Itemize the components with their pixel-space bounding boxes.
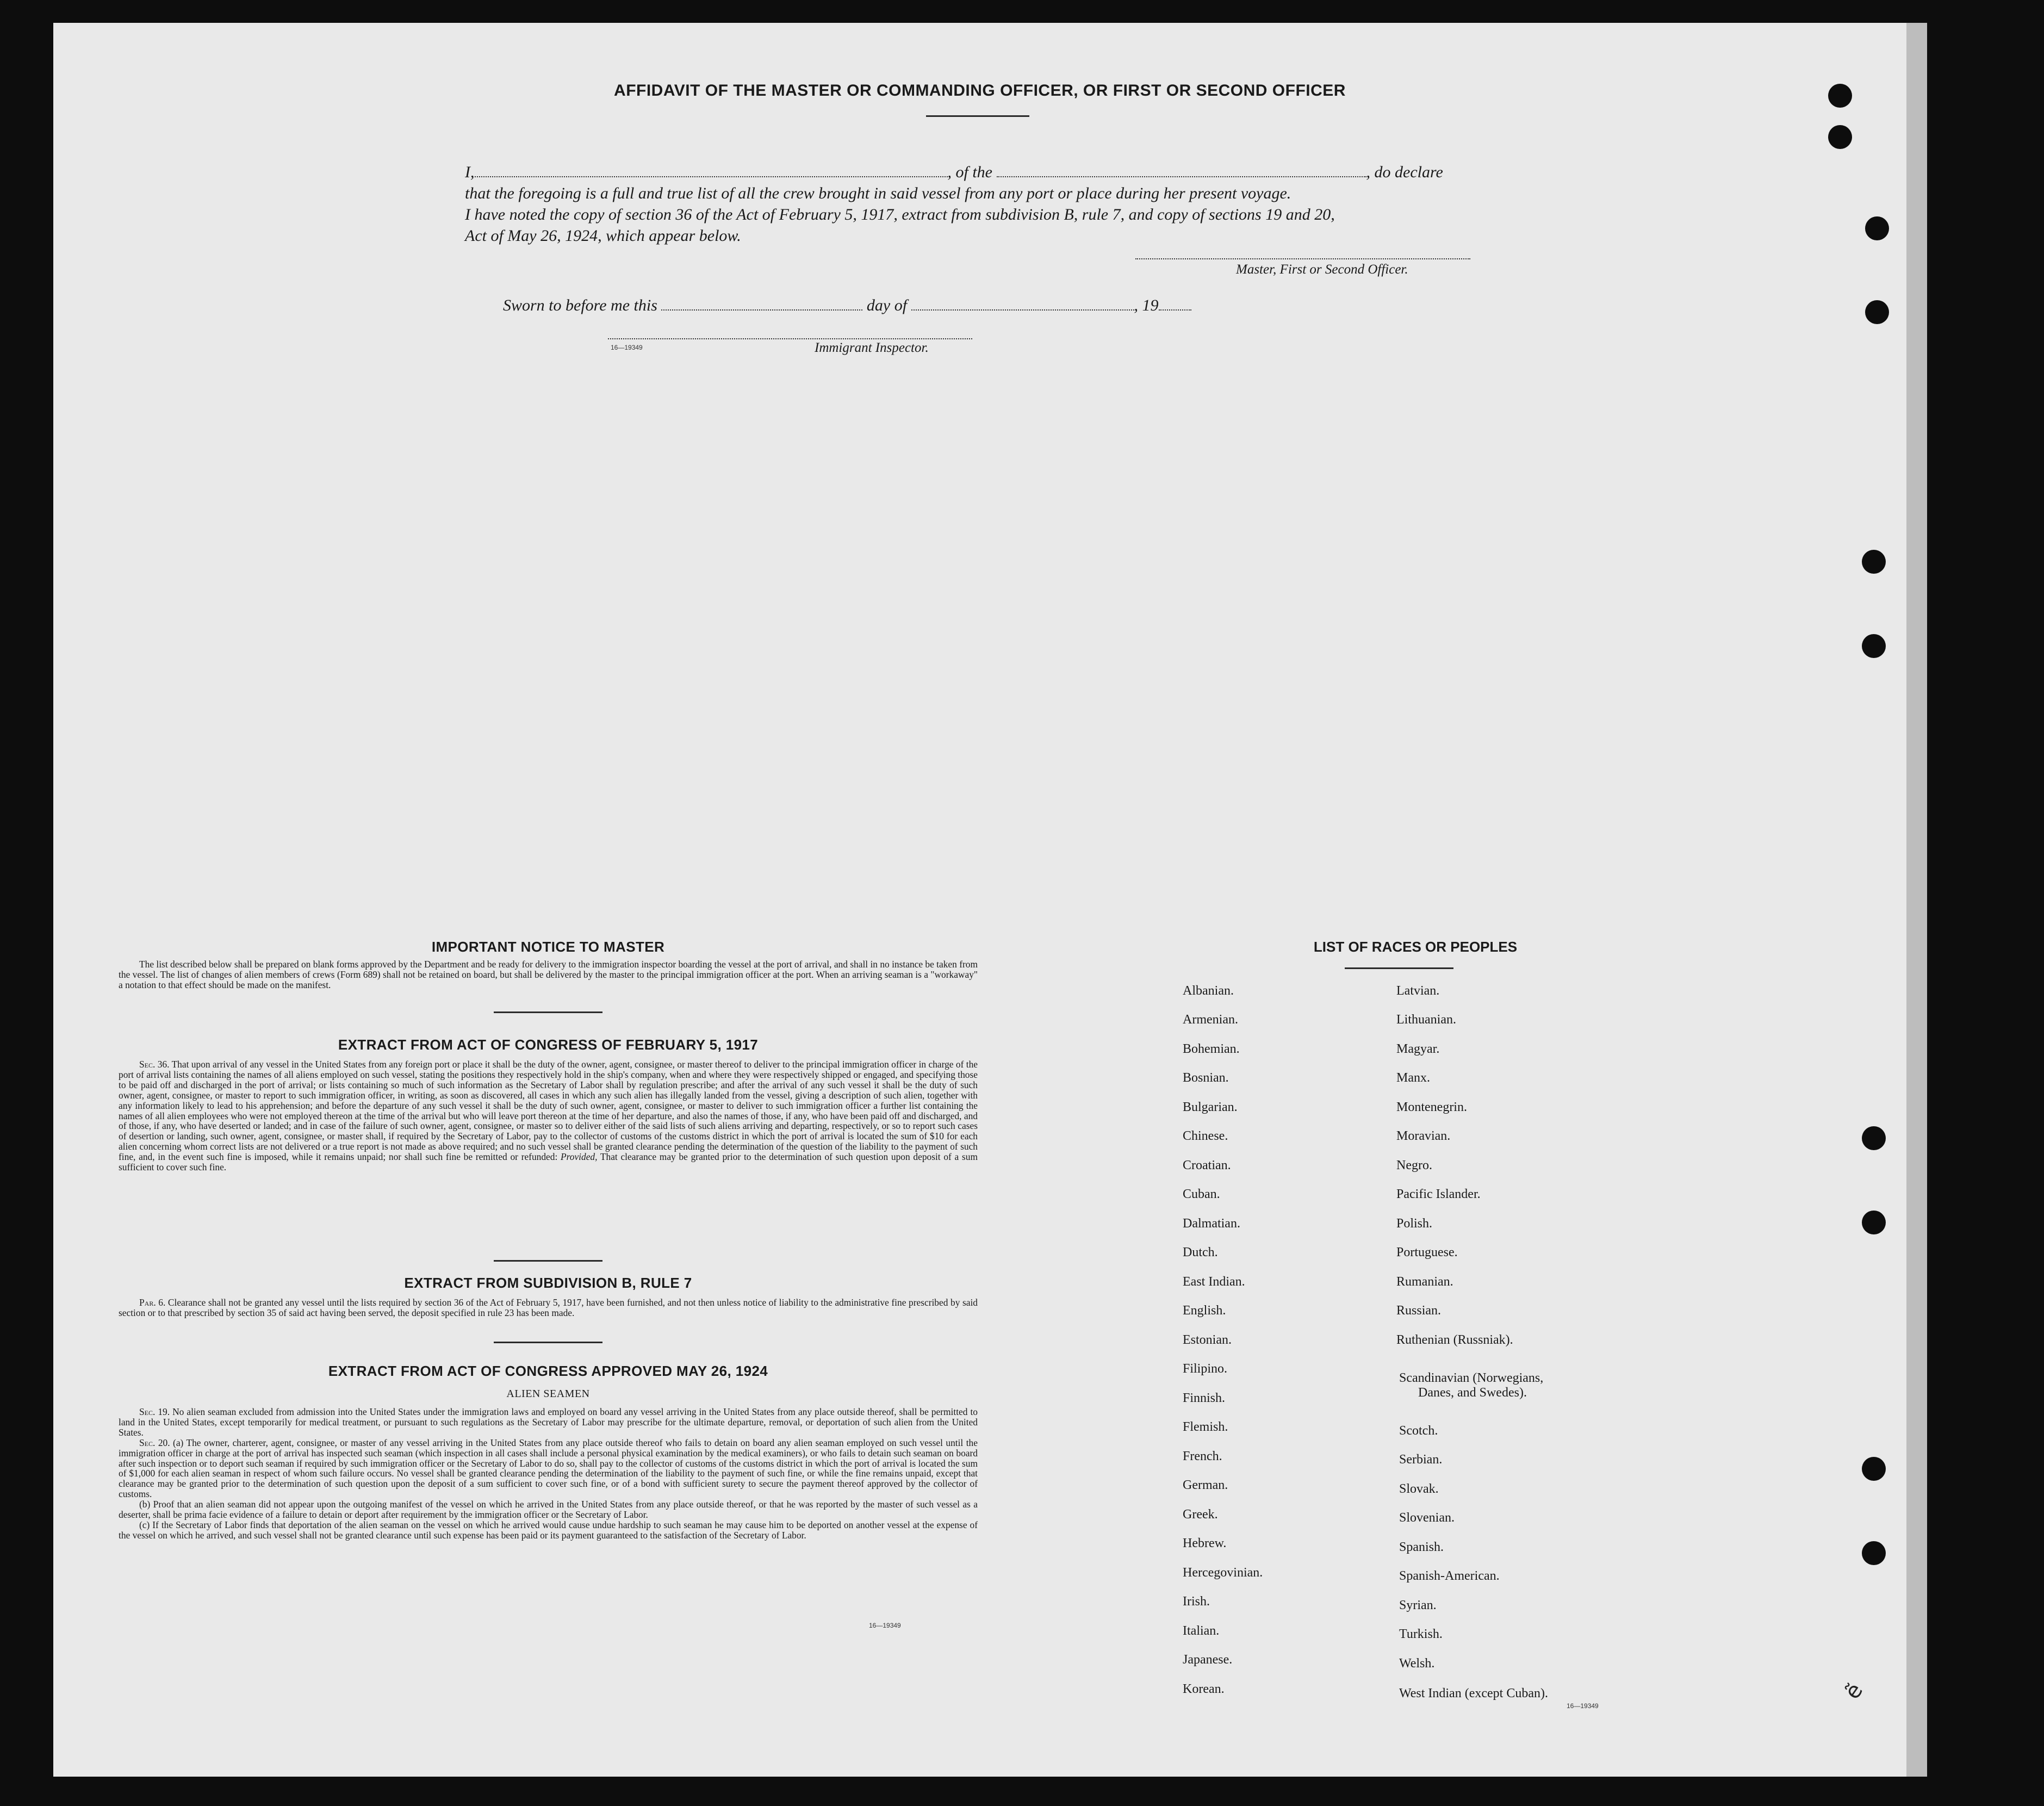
race-item: Negro.: [1396, 1158, 1432, 1172]
notice-text: [119, 959, 978, 990]
races-form-number: 16—19349: [1567, 1702, 1599, 1710]
race-item: Armenian.: [1183, 1013, 1238, 1027]
inspector-signature-line[interactable]: [608, 338, 972, 339]
binder-hole: [1862, 634, 1886, 658]
par-6-text: Clearance shall not be granted any vessel until the lists required by section 36 of the Act of February 5, 1917, have been furnished, and not then unless notice of liability to the administrative fine prescribed by said section or to that prescribed by section 35 of said act having been served, the deposit specified in rule 23 has been made.: [119, 1297, 978, 1318]
sworn-prefix: Sworn to before me this: [503, 296, 657, 314]
extract-1924-text: [119, 1407, 978, 1541]
proviso-label: Provided,: [561, 1151, 598, 1163]
alien-seamen-subtitle: ALIEN SEAMEN: [506, 1388, 590, 1400]
sworn-month-field[interactable]: [911, 297, 1134, 311]
sec-20c-paragraph: (c) If the Secretary of Labor finds that deportation of the alien seaman on the vessel on which he arrived would cause undue hardship to such seaman he may cause him to be deported on another vessel at the expense of the vessel on which he arrived, and such vessel shall not be granted clearance until such expense has been paid or its payment guaranteed to the satisfaction of the Secretary of Labor.: [119, 1519, 978, 1541]
declarant-name-field[interactable]: [475, 164, 948, 177]
race-item: Scotch.: [1399, 1424, 1438, 1438]
race-item: Portuguese.: [1396, 1245, 1458, 1259]
affidavit-form-number: 16—19349: [611, 344, 643, 351]
section-divider: [494, 1260, 602, 1262]
race-item: West Indian (except Cuban).: [1399, 1686, 1548, 1701]
sec-20a-paragraph: [119, 1438, 978, 1499]
race-item: Magyar.: [1396, 1042, 1440, 1056]
sec-20b-paragraph: (b) Proof that an alien seaman did not appear upon the outgoing manifest of the vessel on which he arrived in the United States from any place outside thereof, or that he was reported by the master of such vessel as a deserter, shall be prima facie evidence of a failure to detain or deport after requirement by the immigration officer or the Secretary of Labor.: [119, 1499, 978, 1520]
race-item: East Indian.: [1183, 1275, 1245, 1289]
notice-title: IMPORTANT NOTICE TO MASTER: [431, 939, 665, 955]
race-item: Danes, and Swedes).: [1418, 1386, 1527, 1400]
sec-19-paragraph: [119, 1407, 978, 1438]
extract-1917-title: EXTRACT FROM ACT OF CONGRESS OF FEBRUARY 5, 1917: [338, 1037, 759, 1053]
declaration-line-4: Act of May 26, 1924, which appear below.: [465, 227, 741, 245]
page-edge-shadow: [1906, 23, 1927, 1777]
master-signature-line[interactable]: [1135, 258, 1470, 259]
race-item: Serbian.: [1399, 1453, 1443, 1467]
declaration-i: I,: [465, 163, 475, 181]
declaration-do-declare: , do declare: [1366, 163, 1443, 181]
race-item: Spanish-American.: [1399, 1569, 1500, 1583]
title-divider: [926, 115, 1029, 117]
extract-rule7-title: EXTRACT FROM SUBDIVISION B, RULE 7: [404, 1275, 692, 1291]
sec-19-label: Sec. 19.: [139, 1406, 170, 1417]
race-item: Ruthenian (Russniak).: [1396, 1333, 1513, 1347]
race-item: German.: [1183, 1478, 1228, 1492]
race-item: Spanish.: [1399, 1540, 1444, 1554]
sworn-year-field[interactable]: [1159, 297, 1191, 311]
extract-form-number: 16—19349: [869, 1622, 901, 1629]
race-item: Bosnian.: [1183, 1071, 1229, 1085]
notice-paragraph: The list described below shall be prepared on blank forms approved by the Department and be ready for delivery to the immigration inspector boarding the vessel at the port of arrival, and shall in no instance be taken from the vessel. The list of changes of alien members of crews (Form 689) shall not be retained on board, but shall be delivered by the master to the principal immigration officer at the port. When an arriving seaman is a "workaway" a notation to that effect should be made on the manifest.: [119, 959, 978, 990]
declaration-of: , of the: [947, 163, 992, 181]
sworn-year-prefix: , 19: [1134, 296, 1159, 314]
races-title-divider: [1345, 967, 1453, 969]
race-item: Chinese.: [1183, 1129, 1228, 1143]
race-item: Greek.: [1183, 1507, 1218, 1522]
race-item: Slovenian.: [1399, 1511, 1455, 1525]
section-divider: [494, 1011, 602, 1013]
declaration-line-1: [465, 162, 1547, 183]
race-item: Dalmatian.: [1183, 1217, 1240, 1231]
race-item: Polish.: [1396, 1217, 1433, 1231]
race-item: Manx.: [1396, 1071, 1430, 1085]
race-item: Hebrew.: [1183, 1536, 1227, 1550]
race-item: Bulgarian.: [1183, 1100, 1238, 1114]
affidavit-declaration: [465, 162, 1547, 246]
inspector-caption: Immigrant Inspector.: [815, 340, 929, 355]
race-item: Cuban.: [1183, 1187, 1220, 1201]
race-item: Pacific Islander.: [1396, 1187, 1481, 1201]
race-item: Irish.: [1183, 1594, 1210, 1609]
race-item: Syrian.: [1399, 1598, 1437, 1612]
binder-hole: [1828, 125, 1852, 149]
handwritten-margin-mark: ẽ: [1840, 1678, 1868, 1704]
race-item: French.: [1183, 1449, 1222, 1463]
sec-36-paragraph: [119, 1059, 978, 1172]
par-6-label: Par. 6.: [139, 1297, 166, 1308]
binder-hole: [1828, 84, 1852, 108]
race-item: Albanian.: [1183, 984, 1234, 998]
par-6-paragraph: [119, 1298, 978, 1318]
vessel-name-field[interactable]: [997, 164, 1366, 177]
race-item: Croatian.: [1183, 1158, 1231, 1172]
race-item: Lithuanian.: [1396, 1013, 1456, 1027]
binder-hole: [1862, 1541, 1886, 1565]
race-item: Finnish.: [1183, 1391, 1226, 1405]
sec-20-label: Sec. 20.: [139, 1437, 170, 1448]
sworn-statement: [503, 296, 1191, 315]
section-divider: [494, 1342, 602, 1343]
binder-hole: [1862, 1457, 1886, 1481]
extract-1924-title: EXTRACT FROM ACT OF CONGRESS APPROVED MAY 26, 1924: [328, 1363, 768, 1379]
declaration-line-2: that the foregoing is a full and true list of all the crew brought in said vessel from any port or place during her present voyage.: [465, 184, 1291, 202]
race-item: Slovak.: [1399, 1482, 1439, 1496]
binder-hole: [1865, 216, 1889, 240]
race-item: Dutch.: [1183, 1245, 1218, 1259]
binder-hole: [1862, 1211, 1886, 1234]
sworn-day-field[interactable]: [661, 297, 862, 311]
race-item: Scandinavian (Norwegians,: [1399, 1371, 1544, 1385]
sec-19-text: No alien seaman excluded from admission into the United States under the immigration laws and employed on board any vessel arriving in the United States from any place outside thereof, shall be permitted to land in the United States, except temporarily for medical treatment, or pursuant to such regulations as the Secretary of Labor may prescribe for the ultimate departure, removal, or deportation of such alien from the United States.: [119, 1406, 978, 1438]
race-item: English.: [1183, 1304, 1226, 1318]
race-item: Rumanian.: [1396, 1275, 1453, 1289]
binder-hole: [1865, 300, 1889, 324]
sec-36-label: Sec. 36.: [139, 1059, 170, 1070]
extract-1917-text: [119, 1059, 978, 1172]
document-page: [53, 23, 1906, 1777]
race-item: Montenegrin.: [1396, 1100, 1467, 1114]
race-item: Bohemian.: [1183, 1042, 1240, 1056]
race-item: Turkish.: [1399, 1627, 1443, 1641]
affidavit-title: AFFIDAVIT OF THE MASTER OR COMMANDING OFFICER, OR FIRST OR SECOND OFFICER: [614, 82, 1346, 100]
sec-20a-text: (a) The owner, charterer, agent, consignee, or master of any vessel arriving in the United States from any place outside thereof who fails to detain on board any alien seaman employed on such vessel until the immigration officer in charge at the port of arrival has inspected such seaman (which inspection in all cases shall include a personal physical examination by the medical examiners), or who fails to detain such seaman on board after such inspection or to deport such seaman if required by such immigration officer or the Secretary of Labor to do so, shall pay to the collector of customs of the customs district in which the port of arrival is located the sum of $1,000 for each alien seaman in respect of whom such failure occurs. No vessel shall be granted clearance pending the determination of the liability to the payment of such fine, or while the fine remains unpaid, except that clearance may be granted prior to the determination of such question upon the deposit of a sum sufficient to cover such fine, or of a bond with sufficient surety to secure the payment thereof approved by the collector of customs.: [119, 1437, 978, 1500]
binder-hole: [1862, 550, 1886, 574]
races-title: LIST OF RACES OR PEOPLES: [1313, 939, 1518, 955]
sec-36-text: That upon arrival of any vessel in the United States from any foreign port or place it shall be the duty of the owner, agent, consignee, or master thereof to deliver to the principal immigration officer in charge of the port of arrival lists containing the names of all aliens employed on such vessel, stating the positions they respectively hold in the ship's company, when and where they were respectively shipped or engaged, and specifying those to be paid off and discharged in the port of arrival; or lists containing so much of such information as the Secretary of Labor shall by regulation prescribe; and after the arrival of any such vessel it shall be the duty of such owner, agent, consignee, or master to report to such immigration officer, in writing, as soon as discovered, all cases in which any such alien has illegally landed from the vessel, giving a description of such alien, together with any information likely to lead to his apprehension; and before the departure of any such vessel it shall be the duty of such owner, agent, consignee, or master to deliver to such immigration officer a further list containing the names of all alien employees who were not employed thereon at the time of the arrival but who will leave port thereon at the time of her departure, and also the names of those, if any, who have been paid off and discharged, and of those, if any, who have deserted or landed; and in case of the failure of such owner, agent, consignee, or master so to deliver either of the said lists of such aliens arriving and departing, respectively, or so to report such cases of desertion or landing, such owner, agent, consignee, or master shall, if required by the Secretary of Labor, pay to the collector of customs of the customs district in which the port of arrival is located the sum of $10 for each alien concerning whom correct lists are not delivered or a true report is not made as above required; and no such vessel shall be granted clearance pending the determination of the question of the liability to the payment of such fine, and, in the event such fine is imposed, while it remains unpaid; nor shall such fine be remitted or refunded:: [119, 1059, 978, 1163]
race-item: Estonian.: [1183, 1333, 1232, 1347]
extract-rule7-text: [119, 1298, 978, 1318]
race-item: Latvian.: [1396, 984, 1440, 998]
race-item: Moravian.: [1396, 1129, 1451, 1143]
race-item: Flemish.: [1183, 1420, 1228, 1434]
binder-hole: [1862, 1126, 1886, 1150]
race-item: Italian.: [1183, 1624, 1220, 1638]
race-item: Welsh.: [1399, 1656, 1435, 1671]
declaration-line-3: I have noted the copy of section 36 of the Act of February 5, 1917, extract from subdivision B, rule 7, and copy of sections 19 and 20,: [465, 206, 1335, 224]
race-item: Japanese.: [1183, 1653, 1233, 1667]
race-item: Russian.: [1396, 1304, 1442, 1318]
race-item: Hercegovinian.: [1183, 1566, 1263, 1580]
proviso-text: That clearance may be granted prior to the determination of such question upon deposit of a sum sufficient to cover such fine.: [119, 1151, 978, 1173]
master-signature-caption: Master, First or Second Officer.: [1236, 262, 1408, 277]
race-item: Korean.: [1183, 1682, 1225, 1696]
sworn-day-of: day of: [866, 296, 908, 314]
race-item: Filipino.: [1183, 1362, 1228, 1376]
